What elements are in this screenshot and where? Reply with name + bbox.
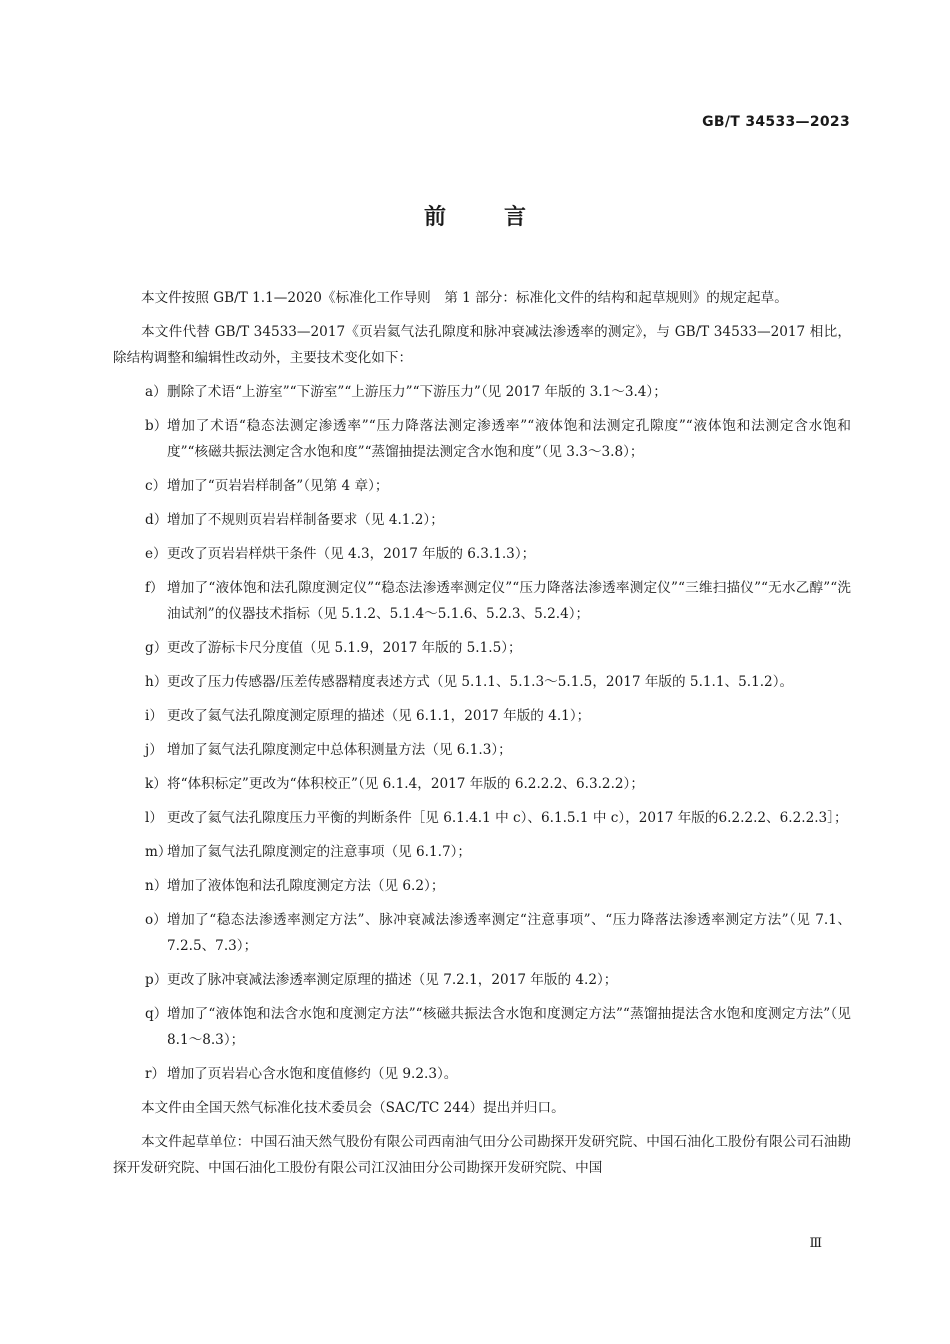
list-item	[113, 805, 851, 831]
list-item-text: 增加了“页岩岩样制备”（见第 4 章）；	[167, 478, 389, 494]
list-item-text: 更改了页岩岩样烘干条件（见 4.3，2017 年版的 6.3.1.3）；	[167, 546, 536, 562]
list-item-text: 增加了液体饱和法孔隙度测定方法（见 6.2）；	[167, 878, 445, 894]
list-item-label: m）	[145, 844, 172, 860]
list-item-text: 增加了氦气法孔隙度测定的注意事项（见 6.1.7）；	[167, 844, 471, 860]
list-item-text: 增加了不规则页岩岩样制备要求（见 4.1.2）；	[167, 512, 444, 528]
list-item-text: 增加了“液体饱和法孔隙度测定仪”“稳态法渗透率测定仪”“压力降落法渗透率测定仪”“三维扫描仪”“无水乙醇”“洗油试剂”的仪器技术指标（见 5.1.2、5.1.4～5.1.6、5.2.3、5.2.4）；	[167, 580, 851, 622]
list-item-text: 增加了术语“稳态法测定渗透率”“压力降落法测定渗透率”“液体饱和法测定孔隙度”“液体饱和法测定含水饱和度”“核磁共振法测定含水饱和度”“蒸馏抽提法测定含水饱和度”（见 3.3～3.8）；	[167, 418, 851, 460]
list-item-label: h）	[145, 674, 168, 690]
list-item-label: d）	[145, 512, 168, 528]
list-item-label: n）	[145, 878, 168, 894]
list-item	[113, 575, 851, 627]
list-item-text: 更改了氦气法孔隙度测定原理的描述（见 6.1.1，2017 年版的 4.1）；	[167, 708, 591, 724]
list-item	[113, 507, 851, 533]
list-item-text: 更改了氦气法孔隙度压力平衡的判断条件［见 6.1.4.1 中 c）、6.1.5.1 中 c），2017 年版的6.2.2.2、6.2.2.3］；	[167, 810, 848, 826]
list-item-text: 将“体积标定”更改为“体积校正”（见 6.1.4，2017 年版的 6.2.2.2、6.3.2.2）；	[167, 776, 644, 792]
list-item-label: l）	[145, 810, 163, 826]
list-item-text: 增加了氦气法孔隙度测定中总体积测量方法（见 6.1.3）；	[167, 742, 512, 758]
list-item	[113, 541, 851, 567]
list-item	[113, 473, 851, 499]
list-item	[113, 771, 851, 797]
list-item	[113, 873, 851, 899]
changes-list	[113, 379, 851, 1087]
list-item	[113, 907, 851, 959]
list-item-label: e）	[145, 546, 167, 562]
list-item-label: f）	[145, 580, 164, 596]
list-item	[113, 737, 851, 763]
standard-code: GB/T 34533—2023	[702, 114, 850, 130]
list-item-label: a）	[145, 384, 167, 400]
list-item-text: 增加了“液体饱和法含水饱和度测定方法”“核磁共振法含水饱和度测定方法”“蒸馏抽提法含水饱和度测定方法”（见 8.1～8.3）；	[167, 1006, 851, 1048]
list-item-label: p）	[145, 972, 168, 988]
list-item	[113, 413, 851, 465]
list-item-label: k）	[145, 776, 167, 792]
list-item-label: i）	[145, 708, 163, 724]
list-item-label: b）	[145, 418, 168, 434]
paragraph: 本文件按照 GB/T 1.1—2020《标准化工作导则 第 1 部分：标准化文件的结构和起草规则》的规定起草。	[141, 290, 788, 306]
list-item-text: 更改了脉冲衰减法渗透率测定原理的描述（见 7.2.1，2017 年版的 4.2）；	[167, 972, 618, 988]
list-item	[113, 635, 851, 661]
list-item-label: q）	[145, 1006, 168, 1022]
list-item-label: j）	[145, 742, 163, 758]
list-item	[113, 1001, 851, 1053]
paragraph: 本文件起草单位：中国石油天然气股份有限公司西南油气田分公司勘探开发研究院、中国石油化工股份有限公司石油勘探开发研究院、中国石油化工股份有限公司江汉油田分公司勘探开发研究院、中国	[113, 1134, 851, 1176]
list-item-label: c）	[145, 478, 167, 494]
page-title: 前言	[423, 205, 584, 230]
list-item	[113, 967, 851, 993]
list-item-text: 更改了游标卡尺分度值（见 5.1.9，2017 年版的 5.1.5）；	[167, 640, 522, 656]
list-item	[113, 1061, 851, 1087]
list-item	[113, 669, 851, 695]
page-number: Ⅲ	[809, 1236, 822, 1251]
paragraph: 本文件代替 GB/T 34533—2017《页岩氦气法孔隙度和脉冲衰减法渗透率的测定》，与 GB/T 34533—2017 相比，除结构调整和编辑性改动外，主要技术变化如下：	[113, 324, 851, 366]
paragraph: 本文件由全国天然气标准化技术委员会（SAC/TC 244）提出并归口。	[141, 1100, 565, 1116]
document-body	[113, 285, 851, 1189]
list-item-text: 更改了压力传感器/压差传感器精度表述方式（见 5.1.1、5.1.3～5.1.5，2017 年版的 5.1.1、5.1.2）。	[167, 674, 794, 690]
list-item-text: 删除了术语“上游室”“下游室”“上游压力”“下游压力”（见 2017 年版的 3.1～3.4）；	[167, 384, 667, 400]
list-item-label: o）	[145, 912, 167, 928]
list-item-text: 增加了页岩岩心含水饱和度值修约（见 9.2.3）。	[167, 1066, 458, 1082]
list-item	[113, 379, 851, 405]
list-item	[113, 703, 851, 729]
list-item-label: r）	[145, 1066, 166, 1082]
list-item-label: g）	[145, 640, 168, 656]
list-item	[113, 839, 851, 865]
list-item-text: 增加了“稳态法渗透率测定方法”、脉冲衰减法渗透率测定“注意事项”、“压力降落法渗透率测定方法”（见 7.1、7.2.5、7.3）；	[167, 912, 851, 954]
